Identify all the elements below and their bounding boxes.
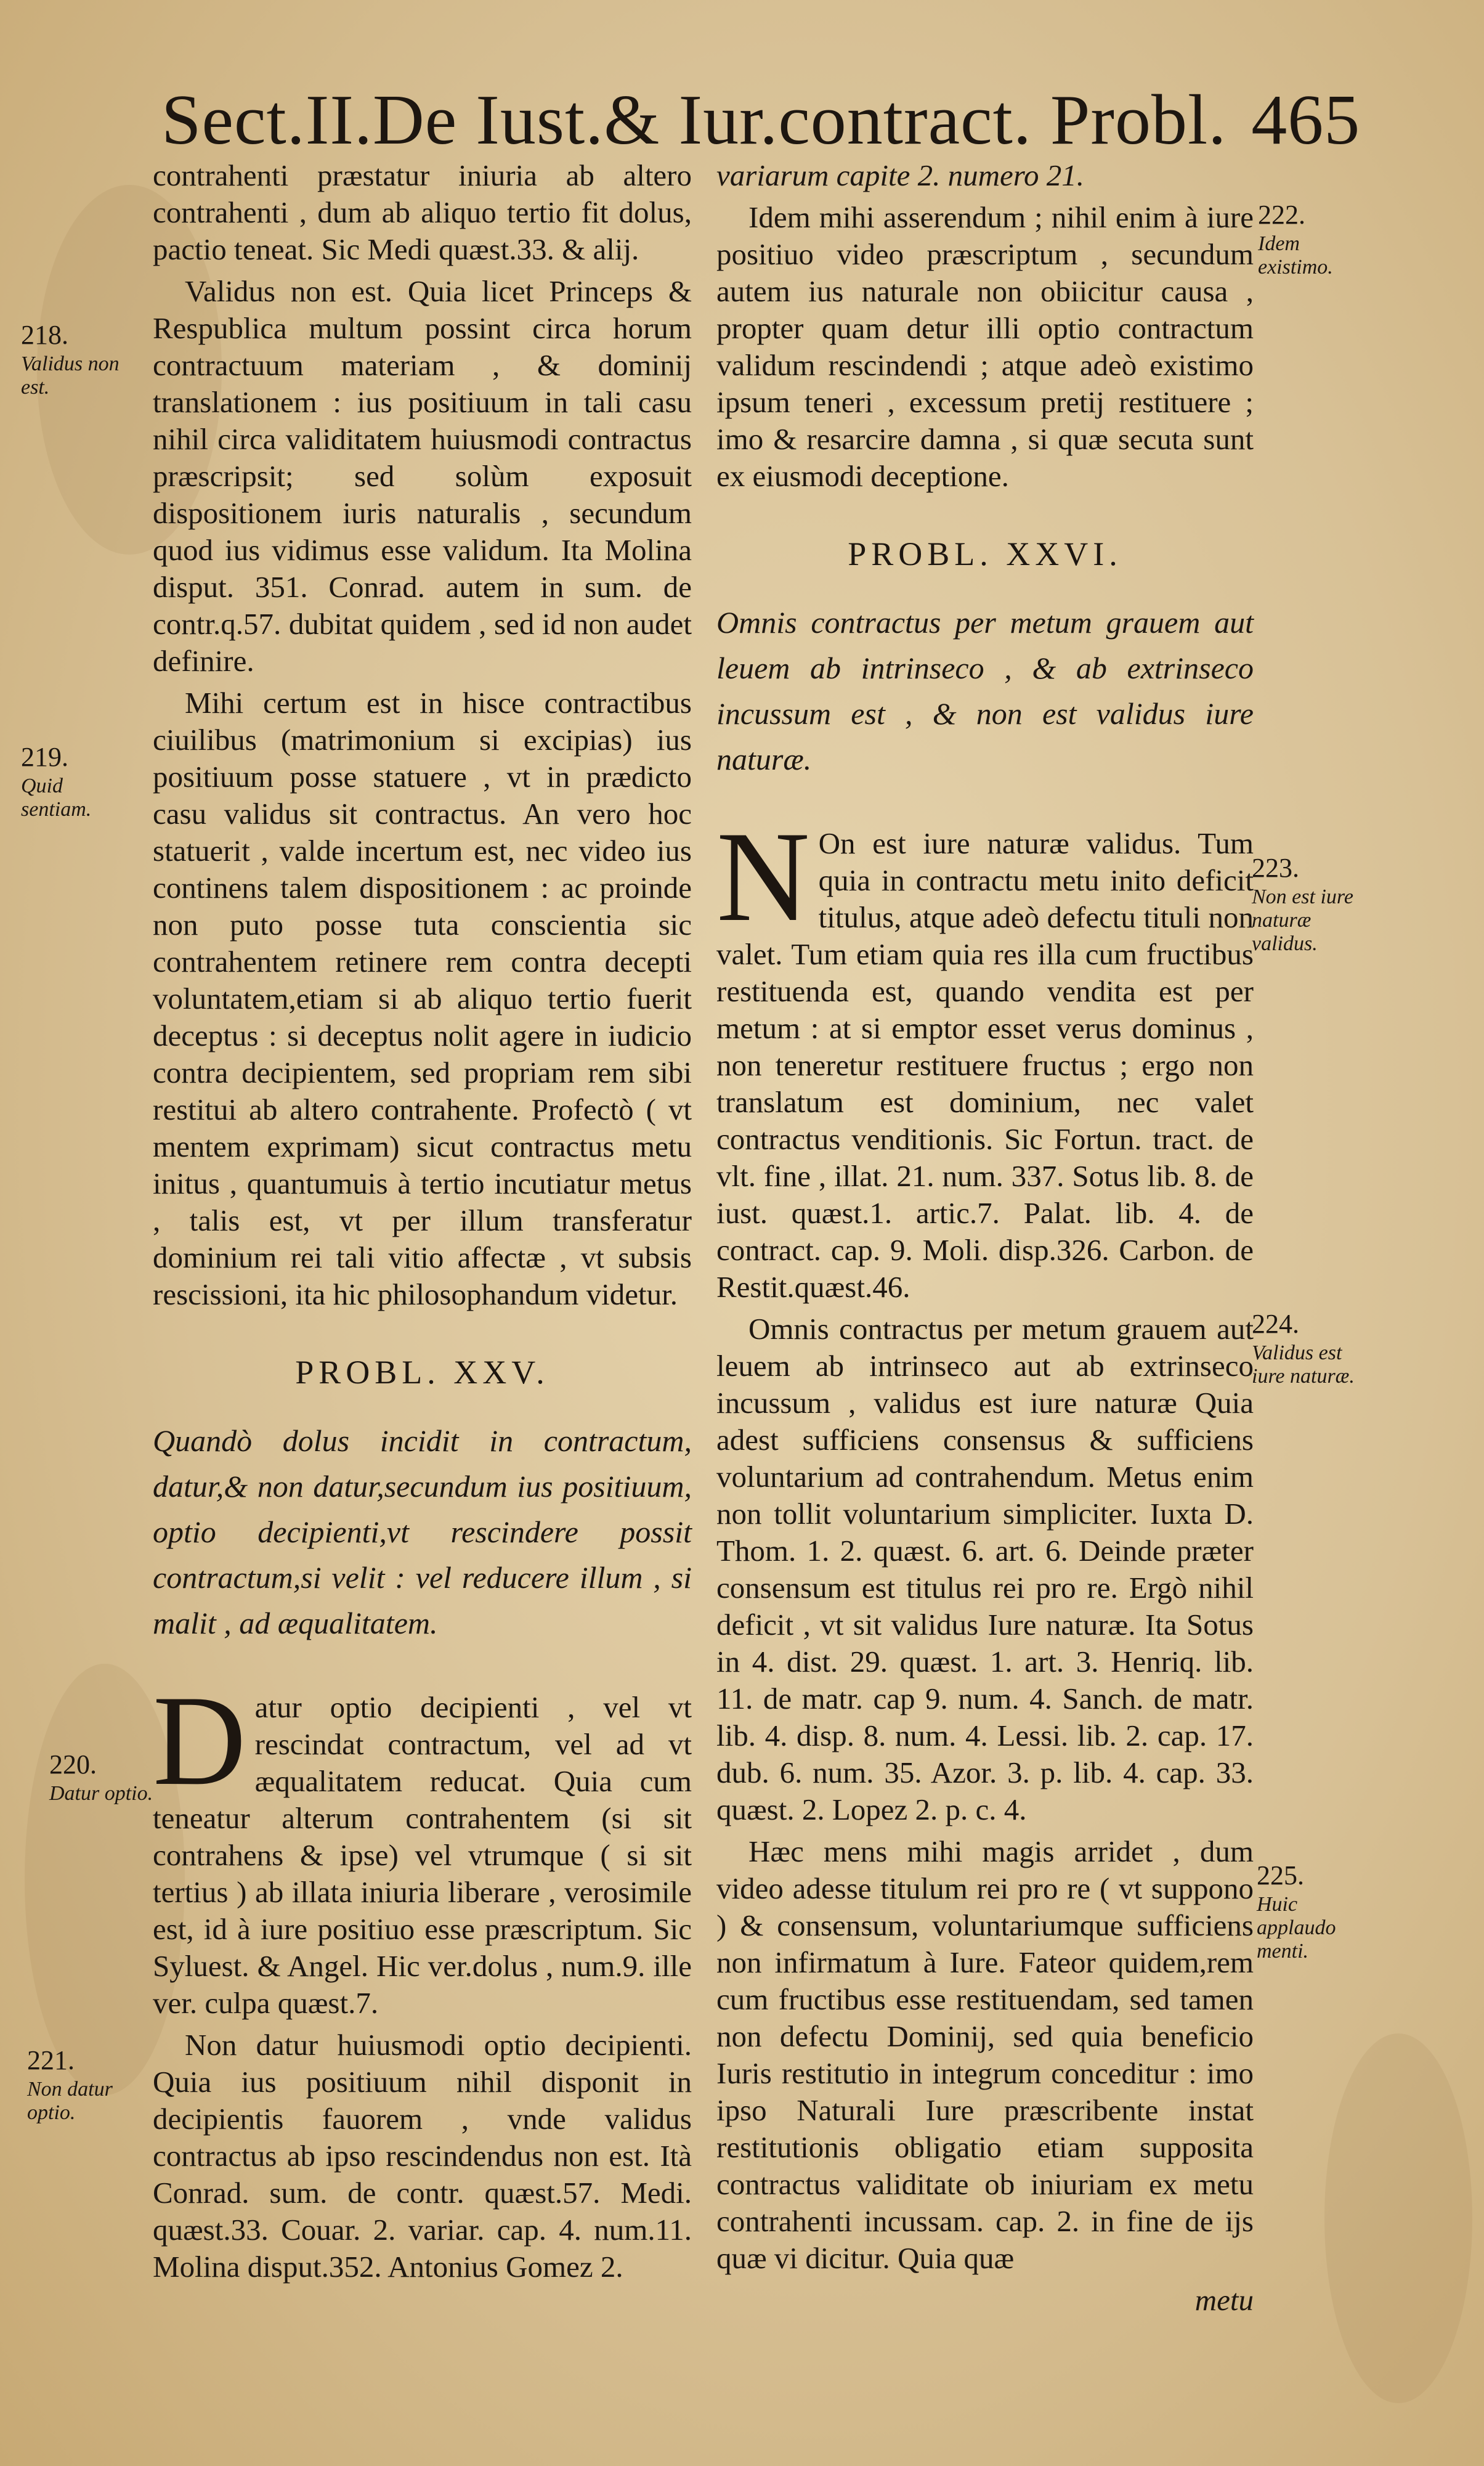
- margin-note-223: [1252, 853, 1369, 956]
- paragraph: Mihi certum est in hisce contractibus ciuilibus (matrimonium si excipias) ius positiuum posse statuere , vt in prædicto casu validus sit contractus. An vero hoc statuerit , valde incertum est, nec video ius continens talem dispositionem : ac proinde non puto posse tuta conscientia sic contrahentem retinere rem contra decepti voluntatem,etiam si ab aliquo tertio fuerit deceptus : si deceptus nolit agere in iudicio contra decipientem, sed propriam rem sibi restitui ab altero contrahente. Profectò ( vt mentem exprimam) sicut contractus metu initus , quantumuis à tertio incutiatur metus , talis est, vt per illum transferatur dominium rei tali vitio affectæ , vt subsis rescissioni, ita hic philosophandum videtur.: [153, 686, 692, 1311]
- left-column: [153, 157, 692, 2290]
- margin-note-224: [1252, 1309, 1369, 1388]
- problem-heading: PROBL. XXVI.: [848, 535, 1122, 572]
- margin-note-text: Datur optio.: [49, 1782, 153, 1805]
- paragraph: Non datur huiusmodi optio decipienti. Quia ius positiuum nihil disponit in decipientis fauorem , vnde validus contractus ab ipso rescindendus non est. Ità Conrad. sum. de contr. quæst.57. Medi. quæst.33. Couar. 2. variar. cap. 4. num.11. Molina disput.352. Antonius Gomez 2.: [153, 2028, 692, 2284]
- paper-stain: [1324, 2033, 1472, 2403]
- margin-note-number: 224.: [1252, 1309, 1299, 1339]
- running-header: [161, 74, 1455, 166]
- margin-note-number: 221.: [27, 2045, 75, 2075]
- paragraph: Hæc mens mihi magis arridet , dum video adesse titulum rei pro re ( vt suppono ) & consensum, voluntariumque sufficiens non infirmatum à Iure. Fateor quidem,rem cum fructibus esse restituendam, sed tamen non defectu Dominij, sed quia beneficio Iuris restitutio in integrum conceditur : imo ipso Naturali Iure præscribente instat restitutionis obligatio etiam supposita contractus validitate ob iniuriam ex metu contrahenti incussam. cap. 2. in fine de ijs quæ vi dicitur. Quia quæ: [716, 1834, 1254, 2275]
- margin-note-text: Huic applaudo menti.: [1257, 1893, 1336, 1963]
- margin-note-number: 223.: [1252, 853, 1299, 883]
- problem-heading: PROBL. XXV.: [295, 1354, 549, 1391]
- margin-note-number: 219.: [21, 742, 68, 772]
- margin-note-text: Idem existimo.: [1258, 232, 1333, 279]
- margin-note-text: Validus non est.: [21, 352, 120, 399]
- paragraph: contrahenti præstatur iniuria ab altero contrahenti , dum ab aliquo tertio fit dolus, pactio teneat. Sic Medi quæst.33. & alij.: [153, 158, 692, 266]
- margin-note-text: Non est iure naturæ validus.: [1252, 885, 1353, 955]
- paragraph-text: On est iure naturæ validus. Tum quia in contractu metu inito deficit titulus, atque adeò defectu tituli non valet. Tum etiam quia res illa cum fructibus restituenda est, quando vendita est per metum : at si emptor esset verus dominus , non teneretur restituere fructus ; ergo non translatum est dominium, nec valet contractus venditionis. Sic Fortun. tract. de vlt. fine , illat. 21. num. 337. Sotus lib. 8. de iust. quæst.1. artic.7. Palat. lib. 4. de contract. cap. 9. Moli. disp.326. Carbon. de Restit.quæst.46.: [716, 826, 1254, 1304]
- margin-note-219: [21, 743, 138, 821]
- problem-summary: Quandò dolus incidit in contractum, datur,& non datur,secundum ius positiuum, optio decipienti,vt rescindere possit contractum,si velit : vel reducere illum , si malit , ad æqualitatem.: [153, 1423, 692, 1640]
- margin-note-222: [1258, 200, 1375, 279]
- margin-note-221: [27, 2046, 144, 2125]
- paragraph: Idem mihi asserendum ; nihil enim à iure positiuo video præscriptum , secundum autem ius naturale non obiicitur causa , propter quam detur illi optio contractum validum rescindendi ; atque adeò existimo ipsum teneri , excessum pretij restituere ; imo & resarcire damna , si quæ secuta sunt ex eiusmodi deceptione.: [716, 200, 1254, 493]
- paragraph-with-initial: [153, 1669, 692, 2022]
- margin-note-number: 225.: [1257, 1860, 1304, 1890]
- margin-note-text: Validus est iure naturæ.: [1252, 1341, 1355, 1388]
- catchword: metu: [1194, 2283, 1254, 2317]
- margin-note-218: [21, 320, 138, 399]
- paragraph-with-initial: [716, 805, 1254, 1306]
- paragraph-text: atur optio decipienti , vel vt rescindat contractum, vel ad vt æqualitatem reducat. Quia cum teneatur alterum contrahentem (si sit contrahens & ipse) vel vtrumque ( si sit tertius ) ab illata iniuria liberare , verosimile est, id à iure positiuo esse præscriptum. Sic Syluest. & Angel. Hic ver.dolus , num.9. ille ver. culpa quæst.7.: [153, 1690, 692, 2020]
- drop-cap: D: [153, 1669, 246, 1812]
- margin-note-text: Non datur optio.: [27, 2078, 113, 2124]
- margin-note-number: 218.: [21, 320, 68, 350]
- paragraph: Omnis contractus per metum grauem aut leuem ab intrinseco aut ab extrinseco incussum , validus est iure naturæ Quia adest sufficiens consensus & sufficiens voluntarium ad contrahendum. Metus enim non tollit voluntarium simpliciter. Iuxta D. Thom. 1. 2. quæst. 6. art. 6. Deinde præter consensum est titulus rei pro re. Ergò nihil deficit , vt sit validus Iure naturæ. Ita Sotus in 4. dist. 29. quæst. 1. art. 3. Henriq. lib. 11. de matr. cap 9. num. 4. Sanch. de matr. lib. 4. disp. 8. num. 4. Lessi. lib. 2. cap. 17. dub. 6. num. 35. Azor. 3. p. lib. 4. cap. 33. quæst. 2. Lopez 2. p. c. 4.: [716, 1312, 1254, 1826]
- paragraph: Validus non est. Quia licet Princeps & Respublica multum possint circa horum contractuum materiam , & dominij translationem : ius positiuum in tali casu nihil circa validitatem huiusmodi contractus præscripsit; sed solùm exposuit dispositionem iuris naturalis , secundum quod ius vidimus esse validum. Ita Molina disput. 351. Conrad. autem in sum. de contr.q.57. dubitat quidem , sed id non audet definire.: [153, 274, 692, 678]
- margin-note-number: 222.: [1258, 200, 1305, 230]
- header-title: Sect.II.De Iust.& Iur.contract. Probl.: [161, 81, 1227, 160]
- margin-note-220: [49, 1750, 166, 1805]
- drop-cap: N: [716, 805, 810, 948]
- margin-note-225: [1257, 1861, 1374, 1963]
- page-number: 465: [1251, 81, 1361, 160]
- right-column: [716, 157, 1254, 2319]
- paragraph: variarum capite 2. numero 21.: [716, 158, 1084, 192]
- problem-summary: Omnis contractus per metum grauem aut leuem ab intrinseco , & ab extrinseco incussum est , & non est validus iure naturæ.: [716, 605, 1254, 776]
- margin-note-text: Quid sentiam.: [21, 775, 92, 821]
- margin-note-number: 220.: [49, 1749, 97, 1780]
